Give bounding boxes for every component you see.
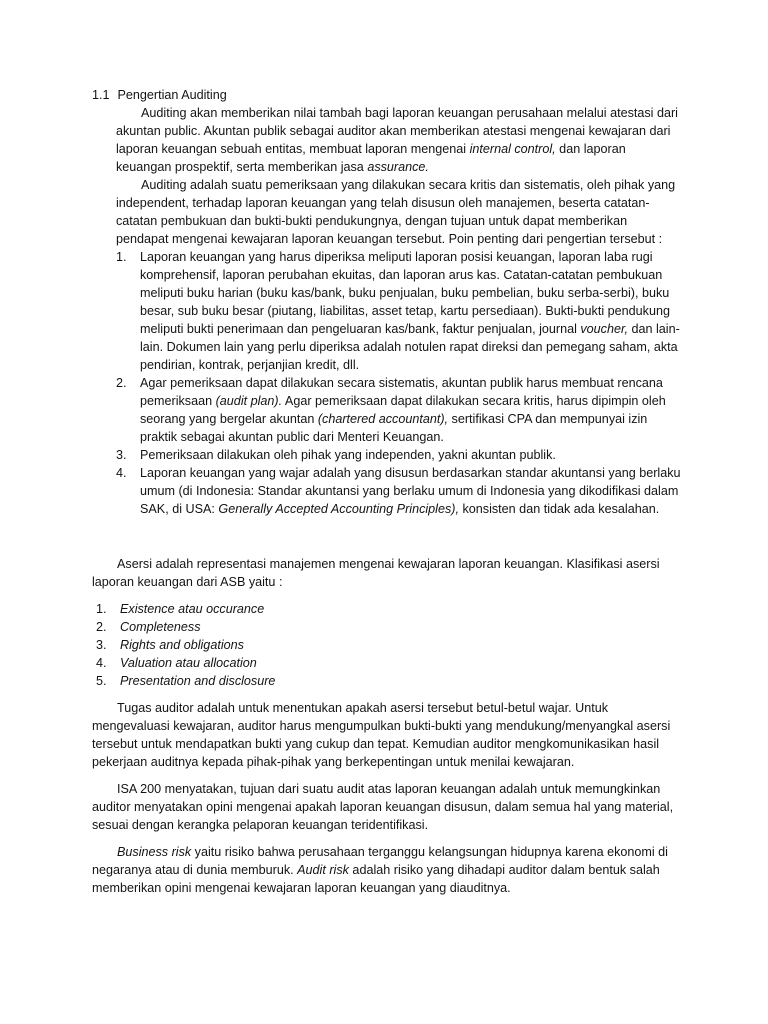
paragraph-text: adalah risiko yang dihadapi auditor dalam bentuk salah memberikan opini mengenai kewajaran laporan keuangan yang diauditnya. [92,863,660,895]
section-title: Pengertian Auditing [117,88,227,102]
list-item [92,446,682,464]
list-text: sertifikasi CPA dan mempunyai izin praktik sebagai akuntan public dari Menteri Keuangan. [140,412,648,444]
list-text: Rights and obligations [120,638,244,652]
document-body [92,86,682,518]
list-number: 4. [116,466,127,480]
list-item [92,654,682,672]
paragraph-text: yaitu risiko bahwa perusahaan terganggu kelangsungan hidupnya karena ekonomi di negaranya atau di dunia memburuk. [92,845,668,877]
italic-term: Audit risk [297,863,349,877]
paragraph-text: Auditing akan memberikan nilai tambah bagi laporan keuangan perusahaan melalui atestasi dari akuntan public. Akuntan publik sebagai auditor akan memberikan atestasi mengenai kewajaran dari laporan keuangan sebuah entitas, membuat laporan mengenai [116,106,678,156]
italic-term: (chartered accountant), [317,412,449,426]
list-text: Valuation atau allocation [120,656,257,670]
list-item [92,600,682,618]
list-text: Presentation and disclosure [120,674,276,688]
list-number: 2. [96,620,107,634]
list-text: Laporan keuangan yang harus diperiksa meliputi laporan posisi keuangan, laporan laba rugi komprehensif, laporan perubahan ekuitas, dan laporan arus kas. Catatan-catatan pembukuan meliputi buku harian (buku kas/bank, buku penjualan, buku pembelian, buku serba-serbi), buku besar, sub buku besar (piutang, liabilitas, asset tetap, kartu persediaan). Bukti-bukti pendukung meliputi bukti penerimaan dan pengeluaran kas/bank, faktur penjualan, journal [140,250,670,336]
list-number: 3. [96,638,107,652]
list-text: Laporan keuangan yang wajar adalah yang disusun berdasarkan standar akuntansi yang berlaku umum (di Indonesia: Standar akuntansi yang berlaku umum di Indonesia yang dikodifikasi dalam SAK, di USA: [140,466,681,516]
italic-term: voucher, [580,322,628,336]
list-item [92,672,682,690]
italic-term: (audit plan). [215,394,283,408]
list-item [92,248,682,374]
italic-term: Generally Accepted Accounting Principles), [218,502,459,516]
list-text: Pemeriksaan dilakukan oleh pihak yang independen, yakni akuntan publik. [140,448,556,462]
paragraph-isa-200: ISA 200 menyatakan, tujuan dari suatu audit atas laporan keuangan adalah untuk memungkinkan auditor menyatakan opini mengenai apakah laporan keuangan disusun, dalam semua hal yang material, sesuai dengan kerangka pelaporan keuangan teridentifikasi. [92,782,674,832]
list-item [92,374,682,446]
list-item [92,464,682,518]
paragraph-auditor-task: Tugas auditor adalah untuk menentukan apakah asersi tersebut betul-betul wajar. Untuk mengevaluasi kewajaran, auditor harus mengumpulkan bukti-bukti yang mendukung/menyangkal asersi tersebut untuk mendapatkan bukti yang cukup dan tepat. Kemudian auditor mengkomunikasikan hasil pekerjaan auditnya kepada pihak-pihak yang berkepentingan untuk menilai kewajaran. [92,701,671,769]
list-text: Agar pemeriksaan dapat dilakukan secara kritis, harus dipimpin oleh seorang yang bergelar akuntan [140,394,666,426]
list-number: 1. [116,250,127,264]
paragraph-assertion-intro: Asersi adalah representasi manajemen mengenai kewajaran laporan keuangan. Klasifikasi asersi laporan keuangan dari ASB yaitu : [92,557,660,589]
italic-term: assurance. [367,160,429,174]
list-number: 3. [116,448,127,462]
definition-block [92,104,682,248]
list-number: 2. [116,376,127,390]
section-heading [92,86,682,104]
paragraph-risk [92,843,682,897]
paragraph-auditing-definition: Auditing adalah suatu pemeriksaan yang dilakukan secara kritis dan sistematis, oleh pihak yang independent, terhadap laporan keuangan yang telah disusun oleh manajemen, beserta catatan-catatan pembukuan dan bukti-bukti pendukungnya, dengan tujuan untuk dapat memberikan pendapat mengenai kewajaran laporan keuangan tersebut. Poin penting dari pengertian tersebut : [116,178,676,246]
list-text: Existence atau occurance [120,602,265,616]
list-number: 1. [96,602,107,616]
paragraph-auditing-value [116,104,682,176]
italic-term: internal control, [469,142,556,156]
key-points-list [92,248,682,518]
assertion-section [92,555,682,897]
list-text: konsisten dan tidak ada kesalahan. [458,502,660,516]
list-text: Agar pemeriksaan dapat dilakukan secara sistematis, akuntan publik harus membuat rencana pemeriksaan [140,376,663,408]
paragraph-text: dan laporan keuangan prospektif, serta memberikan jasa [116,142,626,174]
list-number: 5. [96,674,107,688]
section-number: 1.1 [92,88,110,102]
list-number: 4. [96,656,107,670]
list-item [92,618,682,636]
list-text: Completeness [120,620,201,634]
assertion-list [92,600,682,690]
list-item [92,636,682,654]
list-text: dan lain-lain. Dokumen lain yang perlu diperiksa adalah notulen rapat direksi dan pemegang saham, akta pendirian, kontrak, perjanjian kredit, dll. [140,322,680,372]
italic-term: Business risk [117,845,192,859]
